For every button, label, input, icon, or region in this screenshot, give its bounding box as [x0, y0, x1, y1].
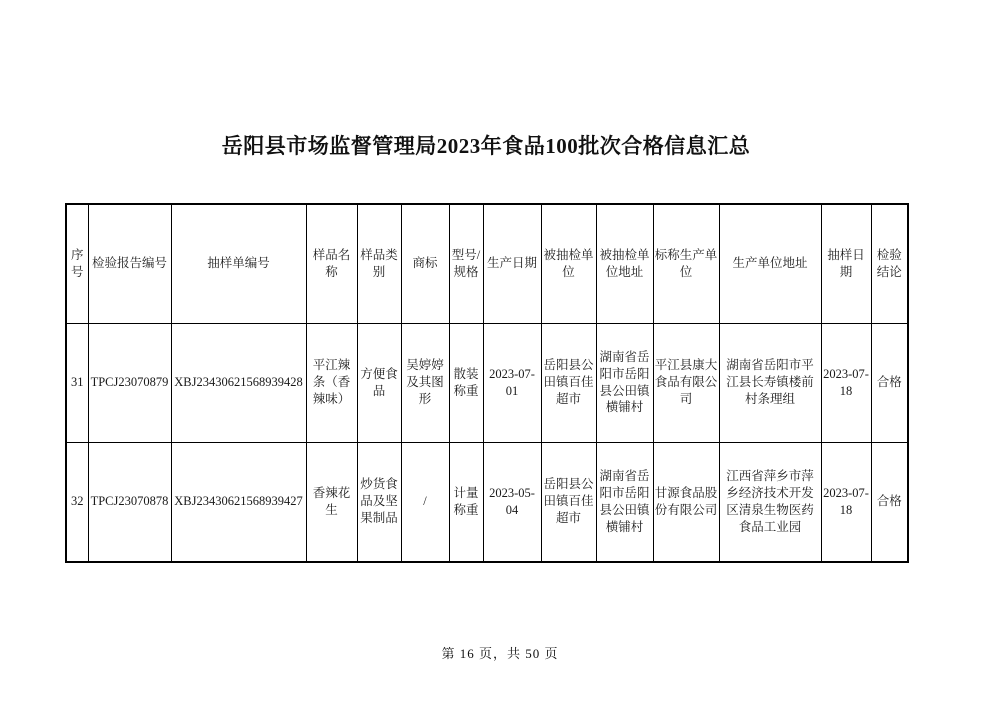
- column-header-sampled_unit: 被抽检单位: [541, 204, 596, 323]
- cell-sampling_date: 2023-07-18: [821, 442, 871, 562]
- cell-seq: 31: [66, 323, 88, 442]
- cell-sample_no: XBJ23430621568939427: [171, 442, 306, 562]
- cell-report_no: TPCJ23070878: [88, 442, 171, 562]
- page-number: 第 16 页，共 50 页: [441, 646, 559, 661]
- cell-producer_address: 湖南省岳阳市平江县长寿镇楼前村条理组: [719, 323, 821, 442]
- column-header-conclusion: 检验结论: [871, 204, 908, 323]
- cell-spec: 散装称重: [449, 323, 483, 442]
- cell-conclusion: 合格: [871, 442, 908, 562]
- column-header-producer: 标称生产单位: [653, 204, 719, 323]
- column-header-sample_no: 抽样单编号: [171, 204, 306, 323]
- cell-category: 方便食品: [357, 323, 401, 442]
- column-header-sampled_unit_address: 被抽检单位地址: [596, 204, 653, 323]
- table-row: [66, 442, 908, 562]
- cell-producer: 平江县康大食品有限公司: [653, 323, 719, 442]
- column-header-sampling_date: 抽样日期: [821, 204, 871, 323]
- cell-sample_no: XBJ23430621568939428: [171, 323, 306, 442]
- cell-seq: 32: [66, 442, 88, 562]
- column-header-spec: 型号/规格: [449, 204, 483, 323]
- cell-sampling_date: 2023-07-18: [821, 323, 871, 442]
- column-header-seq: 序号: [66, 204, 88, 323]
- cell-production_date: 2023-05-04: [483, 442, 541, 562]
- cell-category: 炒货食品及坚果制品: [357, 442, 401, 562]
- column-header-brand: 商标: [401, 204, 449, 323]
- cell-sampled_unit_address: 湖南省岳阳市岳阳县公田镇横铺村: [596, 442, 653, 562]
- table-row: [66, 323, 908, 442]
- cell-sampled_unit: 岳阳县公田镇百佳超市: [541, 442, 596, 562]
- cell-producer_address: 江西省萍乡市萍乡经济技术开发区清泉生物医药食品工业园: [719, 442, 821, 562]
- column-header-category: 样品类别: [357, 204, 401, 323]
- cell-sampled_unit: 岳阳县公田镇百佳超市: [541, 323, 596, 442]
- cell-producer: 甘源食品股份有限公司: [653, 442, 719, 562]
- cell-sample_name: 香辣花生: [306, 442, 357, 562]
- cell-report_no: TPCJ23070879: [88, 323, 171, 442]
- column-header-report_no: 检验报告编号: [88, 204, 171, 323]
- column-header-sample_name: 样品名称: [306, 204, 357, 323]
- cell-conclusion: 合格: [871, 323, 908, 442]
- cell-sample_name: 平江辣条（香辣味）: [306, 323, 357, 442]
- inspection-results-table: [65, 203, 909, 563]
- page-title: 岳阳县市场监督管理局2023年食品100批次合格信息汇总: [221, 134, 751, 158]
- cell-production_date: 2023-07-01: [483, 323, 541, 442]
- cell-sampled_unit_address: 湖南省岳阳市岳阳县公田镇横铺村: [596, 323, 653, 442]
- table-header-row: [66, 204, 908, 323]
- cell-spec: 计量称重: [449, 442, 483, 562]
- column-header-production_date: 生产日期: [483, 204, 541, 323]
- column-header-producer_address: 生产单位地址: [719, 204, 821, 323]
- cell-brand: 吴婷婷及其图形: [401, 323, 449, 442]
- cell-brand: /: [401, 442, 449, 562]
